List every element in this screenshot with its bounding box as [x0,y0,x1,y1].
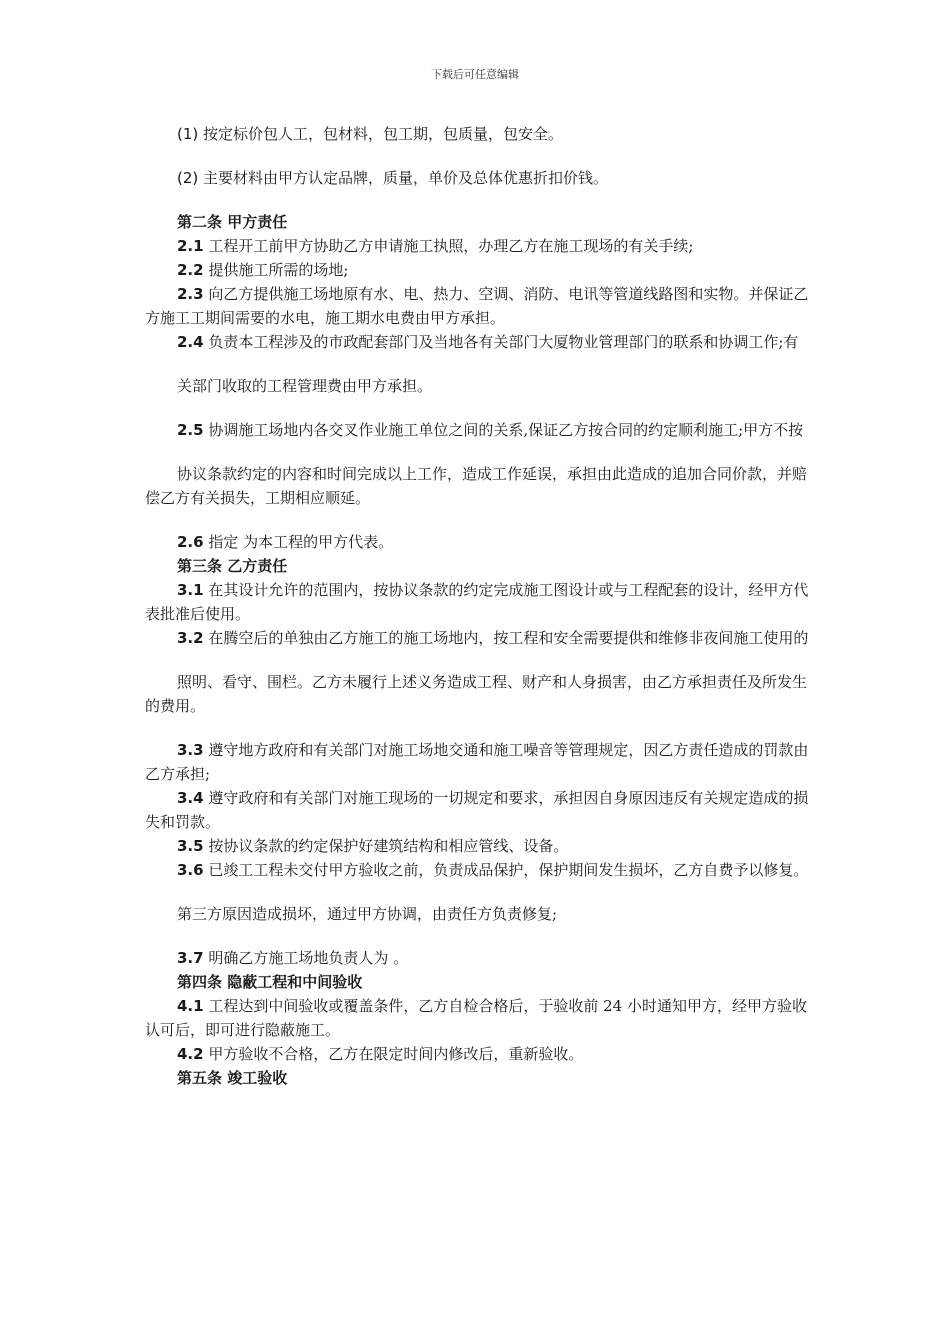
clause-paragraph: 2.5 协调施工场地内各交叉作业施工单位之间的关系,保证乙方按合同的约定顺利施工;甲方不按 [177,421,804,439]
clause-paragraph: 2.2 提供施工所需的场地; [177,261,349,279]
clause-paragraph: 4.2 甲方验收不合格，乙方在限定时间内修改后，重新验收。 [177,1045,584,1063]
clause-continuation: 关部门收取的工程管理费由甲方承担。 [177,377,433,395]
document-body [145,122,810,1090]
clause-paragraph: 2.4 负责本工程涉及的市政配套部门及当地各有关部门大厦物业管理部门的联系和协调工作;有 [177,333,799,351]
section-heading: 第四条 隐蔽工程和中间验收 [177,973,363,991]
clause-continuation: 协议条款约定的内容和时间完成以上工作，造成工作延误，承担由此造成的追加合同价款，并赔偿乙方有关损失，工期相应顺延。 [145,465,808,507]
clause-paragraph: 2.6 指定 为本工程的甲方代表。 [177,533,394,551]
clause-continuation: 第三方原因造成损坏，通过甲方协调，由责任方负责修复; [177,905,558,923]
clause-paragraph: 3.6 已竣工工程未交付甲方验收之前，负责成品保护，保护期间发生损坏，乙方自费予以修复。 [177,861,809,879]
clause-paragraph: 3.5 按协议条款的约定保护好建筑结构和相应管线、设备。 [177,837,569,855]
clause-paragraph: 2.1 工程开工前甲方协助乙方申请施工执照，办理乙方在施工现场的有关手续; [177,237,694,255]
clause-paragraph: (2) 主要材料由甲方认定品牌，质量，单价及总体优惠折扣价钱。 [177,169,609,187]
clause-paragraph: 3.7 明确乙方施工场地负责人为 。 [177,949,409,967]
page-header: 下载后可任意编辑 [431,68,519,81]
clause-paragraph: 3.1 在其设计允许的范围内，按协议条款的约定完成施工图设计或与工程配套的设计，经甲方代表批准后使用。 [145,581,809,623]
section-heading: 第二条 甲方责任 [177,213,288,231]
section-heading: 第三条 乙方责任 [177,557,288,575]
clause-paragraph: 3.4 遵守政府和有关部门对施工现场的一切规定和要求，承担因自身原因违反有关规定造成的损失和罚款。 [145,789,809,831]
clause-paragraph: 2.3 向乙方提供施工场地原有水、电、热力、空调、消防、电讯等管道线路图和实物。并保证乙方施工工期间需要的水电，施工期水电费由甲方承担。 [145,285,809,327]
clause-paragraph: (1) 按定标价包人工，包材料，包工期，包质量，包安全。 [177,125,564,143]
section-heading: 第五条 竣工验收 [177,1069,288,1087]
clause-paragraph: 4.1 工程达到中间验收或覆盖条件，乙方自检合格后，于验收前 24 小时通知甲方，经甲方验收认可后，即可进行隐蔽施工。 [145,997,807,1039]
clause-continuation: 照明、看守、围栏。乙方未履行上述义务造成工程、财产和人身损害，由乙方承担责任及所发生的费用。 [145,673,808,715]
clause-paragraph: 3.3 遵守地方政府和有关部门对施工场地交通和施工噪音等管理规定，因乙方责任造成的罚款由乙方承担; [145,741,809,783]
clause-paragraph: 3.2 在腾空后的单独由乙方施工的施工场地内，按工程和安全需要提供和维修非夜间施工使用的 [177,629,809,647]
